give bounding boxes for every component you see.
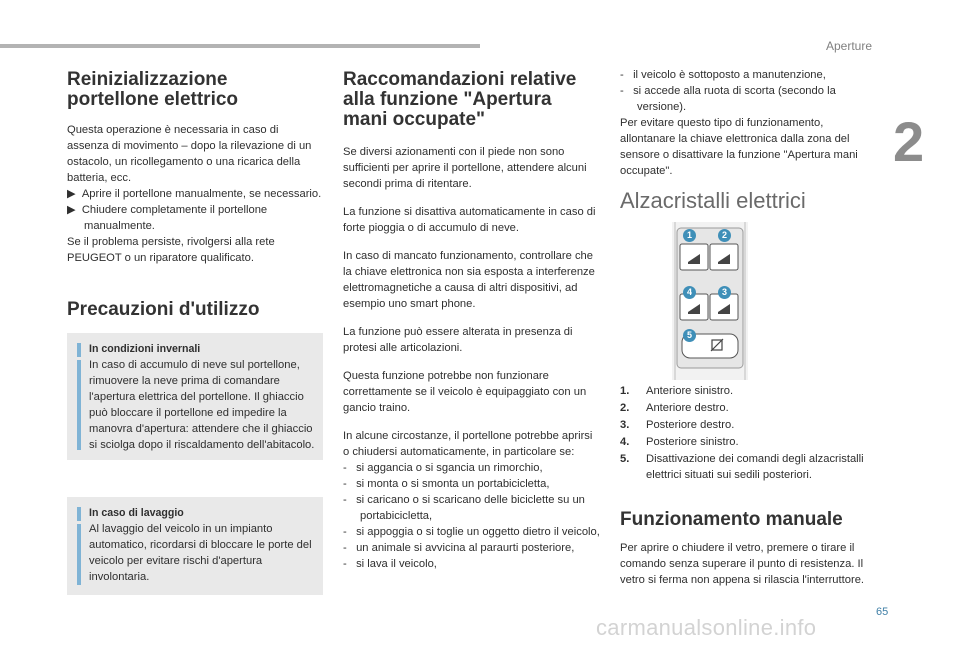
watermark: carmanualsonline.info bbox=[596, 615, 817, 640]
badge-3: 3 bbox=[718, 286, 731, 299]
header-rule bbox=[0, 44, 480, 48]
list-item: - si aggancia o si sgancia un rimorchio, bbox=[343, 462, 543, 474]
list-item: 5. Disattivazione dei comandi degli alzacristalli elettrici situati sui sedili posteriori. bbox=[620, 453, 864, 481]
badge-4: 4 bbox=[683, 286, 696, 299]
badge-5: 5 bbox=[683, 329, 696, 342]
precautions-title: Precauzioni d'utilizzo bbox=[67, 299, 260, 320]
note-title: In caso di lavaggio bbox=[89, 507, 184, 519]
reset-intro: Questa operazione è necessaria in caso di assenza di movimento – dopo la rilevazione di un ostacolo, un ricollegamento o una ricarica della batteria, ecc. bbox=[67, 124, 312, 184]
recommendations-title: Raccomandazioni relative alla funzione "Apertura mani occupate" bbox=[343, 69, 577, 130]
badge-2: 2 bbox=[718, 229, 731, 242]
manual-text: Per aprire o chiudere il vetro, premere o tirare il comando senza superare il punto di resistenza. Il vetro si ferma non appena si rilascia l'interruttore. bbox=[620, 542, 865, 586]
note-washing bbox=[67, 497, 323, 595]
list-item: - si lava il veicolo, bbox=[343, 558, 437, 570]
continued-list bbox=[620, 67, 878, 179]
paragraph: Per evitare questo tipo di funzionamento, allontanare la chiave elettronica dalla zona del sensore o disattivare la funzione "Apertura mani occupate". bbox=[620, 117, 858, 177]
windows-title: Alzacristalli elettrici bbox=[620, 188, 806, 213]
list-item: ▶︎ Chiudere completamente il portellone manualmente. bbox=[67, 204, 268, 232]
note-winter bbox=[67, 333, 323, 460]
paragraph: Se diversi azionamenti con il piede non sono sufficienti per aprire il portellone, attendere alcuni secondi prima di ritentare. bbox=[343, 146, 587, 190]
list-item: - si accede alla ruota di scorta (secondo la versione). bbox=[620, 85, 836, 113]
list-item: - si appoggia o si toglie un oggetto dietro il veicolo, bbox=[343, 526, 600, 538]
note-text: In caso di accumulo di neve sul portellone, rimuovere la neve prima di comandare l'apertura elettrica del portellone. Il ghiaccio può bloccare il portellone ed impedire la manovra d'apertura: attendere che il ghiaccio si sciolga dopo il riscaldamento dell'abitacolo. bbox=[89, 359, 315, 451]
list-item: - si monta o si smonta un portabicicletta, bbox=[343, 478, 550, 490]
chapter-number: 2 bbox=[893, 110, 925, 173]
paragraph: La funzione può essere alterata in presenza di protesi alle articolazioni. bbox=[343, 326, 573, 354]
paragraph: In caso di mancato funzionamento, controllare che la chiave elettronica non sia esposta a interferenze elettromagnetiche a causa di altri dispositivi, ad esempio uno smart phone. bbox=[343, 250, 595, 310]
recommendations-section bbox=[343, 70, 601, 572]
paragraph: In alcune circostanze, il portellone potrebbe aprirsi o chiudersi automaticamente, in particolare se: bbox=[343, 430, 593, 458]
list-item: - il veicolo è sottoposto a manutenzione, bbox=[620, 69, 826, 81]
reset-section bbox=[67, 70, 323, 266]
list-item: - si caricano o si scaricano delle biciclette su un portabicicletta, bbox=[343, 494, 585, 522]
note-title: In condizioni invernali bbox=[89, 343, 201, 355]
note-text: Al lavaggio del veicolo in un impianto automatico, ricordarsi di bloccare le porte del veicolo per evitare rischi d'apertura involontaria. bbox=[89, 523, 312, 583]
list-item: 3. Posteriore destro. bbox=[620, 419, 735, 431]
list-item: 4. Posteriore sinistro. bbox=[620, 436, 739, 448]
list-item: 2. Anteriore destro. bbox=[620, 402, 729, 414]
manual-title: Funzionamento manuale bbox=[620, 509, 843, 530]
list-item: 1. Anteriore sinistro. bbox=[620, 385, 734, 397]
paragraph: Questa funzione potrebbe non funzionare correttamente se il veicolo è equipaggiato con un gancio traino. bbox=[343, 370, 587, 414]
page-number: 65 bbox=[876, 606, 889, 618]
reset-outro: Se il problema persiste, rivolgersi alla rete PEUGEOT o un riparatore qualificato. bbox=[67, 236, 275, 264]
window-switch-panel-illustration bbox=[672, 222, 748, 380]
list-item: - un animale si avvicina al paraurti posteriore, bbox=[343, 542, 575, 554]
paragraph: La funzione si disattiva automaticamente in caso di forte pioggia o di accumulo di neve. bbox=[343, 206, 596, 234]
badge-1: 1 bbox=[683, 229, 696, 242]
reset-title: Reinizializzazione portellone elettrico bbox=[67, 69, 239, 110]
list-item: ▶︎ Aprire il portellone manualmente, se necessario. bbox=[67, 188, 322, 200]
window-controls-legend bbox=[620, 383, 878, 483]
section-name: Aperture bbox=[825, 39, 872, 53]
